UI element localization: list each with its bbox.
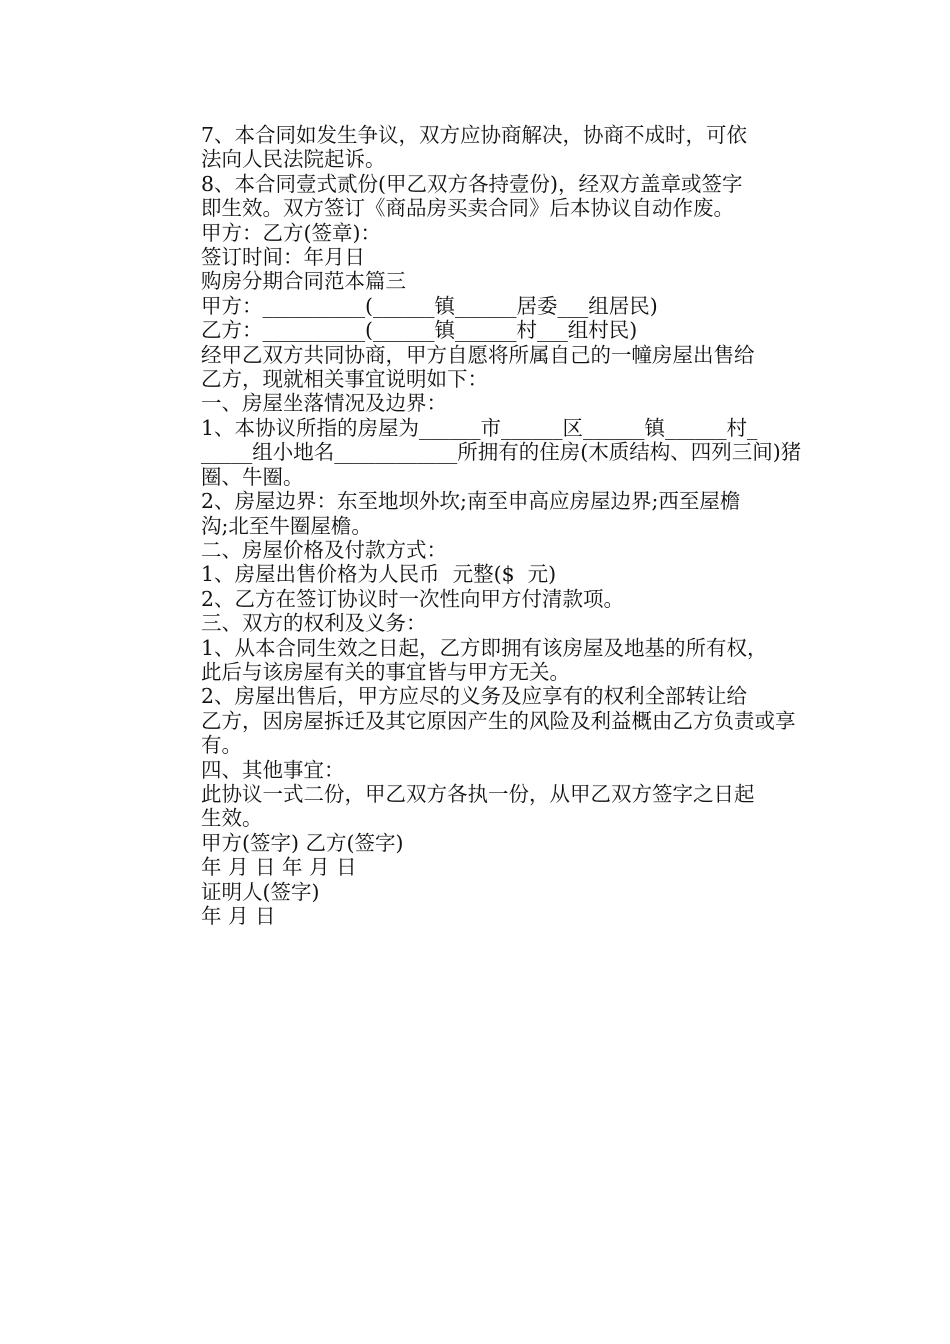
paragraph — [145, 782, 807, 831]
text-line: 二、房屋价格及付款方式： — [201, 537, 447, 562]
text-line: 三、双方的权利及义务： — [201, 611, 427, 636]
text-line: 有。 — [201, 733, 242, 758]
paragraph — [145, 318, 807, 342]
paragraph — [145, 611, 807, 635]
text-line: 四、其他事宜： — [201, 757, 345, 782]
paragraph — [145, 391, 807, 415]
text-line: 甲方(签字) 乙方(签字) — [201, 830, 404, 855]
paragraph — [145, 343, 807, 392]
paragraph — [145, 489, 807, 538]
paragraph — [145, 880, 807, 904]
text-line: 甲方：__________(______镇______居委___组居民) — [201, 293, 658, 318]
text-line: 生效。 — [201, 806, 263, 831]
text-line: 1、本协议所指的房屋为______市______区______镇______村_ — [201, 415, 758, 440]
paragraph — [145, 172, 807, 221]
paragraph — [145, 294, 807, 318]
text-line: 即生效。双方签订《商品房买卖合同》后本协议自动作废。 — [201, 196, 734, 221]
paragraph — [145, 269, 807, 293]
paragraph — [145, 758, 807, 782]
paragraph — [145, 562, 807, 586]
text-line: 1、房屋出售价格为人民币 元整($ 元) — [201, 562, 557, 587]
text-line: 2、乙方在签订协议时一次性向甲方付清款项。 — [201, 586, 625, 611]
text-line: 甲方：乙方(签章)： — [201, 220, 381, 245]
paragraph — [145, 587, 807, 611]
text-line: 1、从本合同生效之日起，乙方即拥有该房屋及地基的所有权， — [201, 635, 768, 660]
paragraph — [145, 245, 807, 269]
document-page — [145, 123, 807, 928]
text-line: 乙方，现就相关事宜说明如下： — [201, 367, 488, 392]
text-line: _____组小地名____________所拥有的住房(木质结构、四列三间)猪 — [201, 440, 802, 465]
text-line: 一、房屋坐落情况及边界： — [201, 391, 447, 416]
text-line: 经甲乙双方共同协商，甲方自愿将所属自己的一幢房屋出售给 — [201, 342, 755, 367]
text-line: 签订时间：年月日 — [201, 245, 365, 270]
paragraph — [145, 636, 807, 685]
text-line: 年 月 日 年 月 日 — [201, 855, 357, 880]
text-line: 此协议一式二份，甲乙双方各执一份，从甲乙双方签字之日起 — [201, 781, 755, 806]
text-line: 2、房屋出售后，甲方应尽的义务及应享有的权利全部转让给 — [201, 684, 748, 709]
text-line: 乙方：__________(______镇______村___组村民) — [201, 318, 638, 343]
text-line: 圈、牛圈。 — [201, 464, 304, 489]
paragraph — [145, 831, 807, 855]
text-line: 年 月 日 — [201, 904, 276, 928]
text-line: 沟;北至牛圈屋檐。 — [201, 513, 372, 538]
text-line: 此后与该房屋有关的事宜皆与甲方无关。 — [201, 659, 570, 684]
text-line: 7、本合同如发生争议，双方应协商解决，协商不成时，可依 — [201, 123, 748, 147]
text-line: 证明人(签字) — [201, 879, 320, 904]
paragraph — [145, 684, 807, 757]
paragraph — [145, 538, 807, 562]
text-line: 2、房屋边界：东至地坝外坎;南至申高应房屋边界;西至屋檐 — [201, 489, 741, 514]
paragraph — [145, 221, 807, 245]
text-line: 乙方，因房屋拆迁及其它原因产生的风险及利益概由乙方负责或享 — [201, 708, 796, 733]
paragraph — [145, 855, 807, 879]
paragraph — [145, 416, 807, 489]
paragraph — [145, 123, 807, 172]
paragraph — [145, 904, 807, 928]
text-line: 法向人民法院起诉。 — [201, 147, 386, 172]
text-line: 购房分期合同范本篇三 — [201, 269, 406, 294]
text-line: 8、本合同壹式贰份(甲乙双方各持壹份)，经双方盖章或签字 — [201, 171, 743, 196]
